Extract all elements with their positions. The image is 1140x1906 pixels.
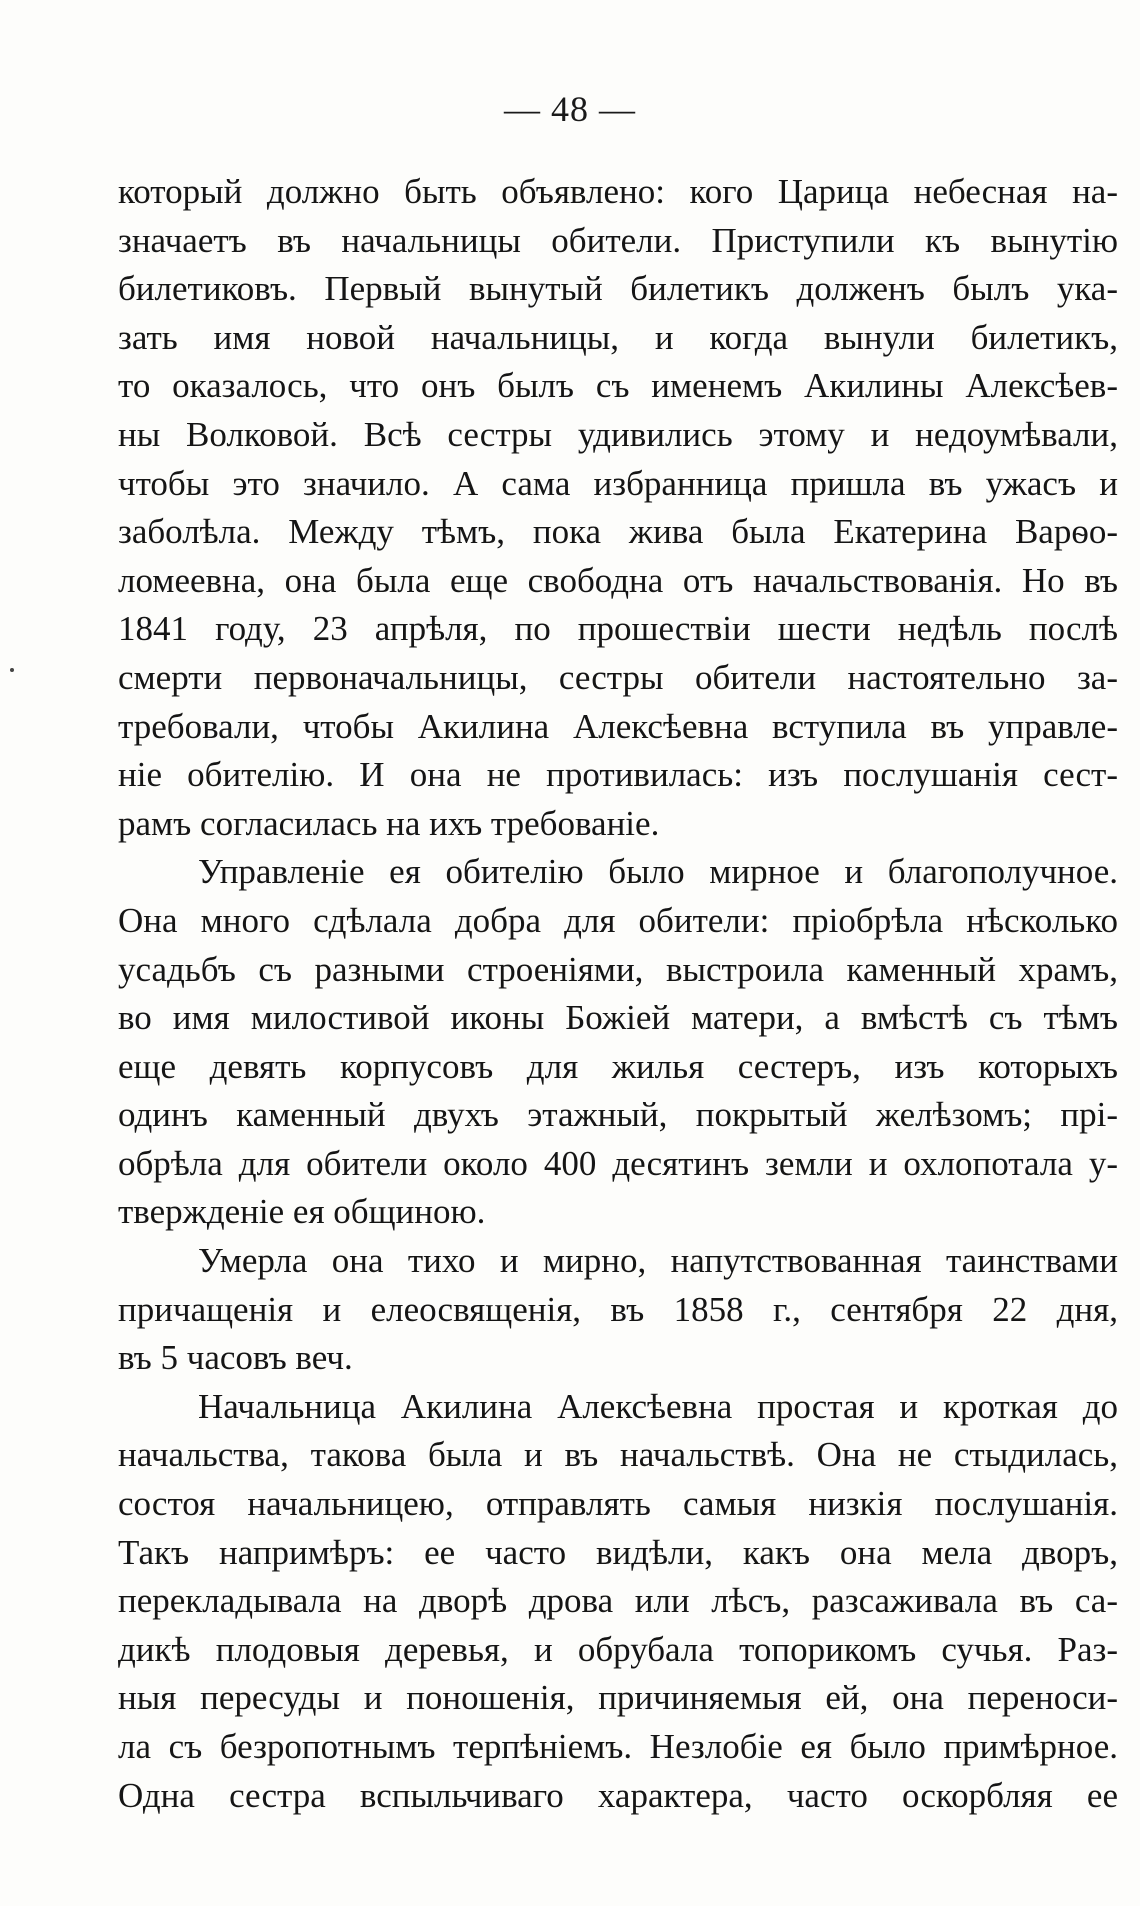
text-line: чтобы это значило. А сама избранница пришла въ ужасъ и xyxy=(118,463,1118,503)
text-line: ла съ безропотнымъ терпѣніемъ. Незлобіе ея было примѣрное. xyxy=(118,1727,1118,1766)
text-line: начальства, такова была и въ начальствѣ. Она не стыдилась, xyxy=(118,1435,1118,1475)
text-line: то оказалось, что онъ былъ съ именемъ Акилины Алексѣев- xyxy=(118,366,1118,406)
paragraph-end-line: въ 5 часовъ веч. xyxy=(118,1338,353,1378)
paragraph-start-line: Начальница Акилина Алексѣевна простая и кроткая до xyxy=(198,1386,1118,1426)
text-line: обрѣла для обители около 400 десятинъ земли и охлопотала у- xyxy=(118,1143,1118,1183)
text-line: требовали, чтобы Акилина Алексѣевна вступила въ управле- xyxy=(118,706,1118,746)
text-line: значаетъ въ начальницы обители. Приступили къ вынутію xyxy=(118,220,1118,260)
text-line: дикѣ плодовыя деревья, и обрубала топорикомъ сучья. Раз- xyxy=(118,1629,1118,1669)
text-line: 1841 году, 23 апрѣля, по прошествіи шести недѣль послѣ xyxy=(118,609,1118,649)
text-line: Одна сестра вспыльчиваго характера, часто оскорбляя ее xyxy=(118,1775,1118,1815)
paragraph-end-line: твержденіе ея общиною. xyxy=(118,1192,486,1232)
text-line: билетиковъ. Первый вынутый билетикъ долженъ былъ ука- xyxy=(118,269,1118,309)
text-line: смерти первоначальницы, сестры обители настоятельно за- xyxy=(118,657,1118,697)
paragraph-start-line: Управленіе ея обителію было мирное и благополучное. xyxy=(198,852,1118,892)
text-line: Она много сдѣлала добра для обители: пріобрѣла нѣсколько xyxy=(118,900,1118,940)
margin-speck xyxy=(10,668,14,672)
text-line: ніе обителію. И она не противилась: изъ послушанія сест- xyxy=(118,755,1118,795)
text-line: ломеевна, она была еще свободна отъ начальствованія. Но въ xyxy=(118,560,1118,600)
text-line: Такъ напримѣръ: ее часто видѣли, какъ она мела дворъ, xyxy=(118,1532,1118,1572)
text-line: ныя пересуды и поношенія, причиняемыя ей, она переноси- xyxy=(118,1678,1118,1718)
text-line: одинъ каменный двухъ этажный, покрытый желѣзомъ; прі- xyxy=(118,1095,1118,1135)
text-line: который должно быть объявлено: кого Царица небесная на- xyxy=(118,172,1118,211)
body-text xyxy=(118,168,1118,1820)
text-line: усадьбъ съ разными строеніями, выстроила каменный храмъ, xyxy=(118,949,1118,989)
text-line: зать имя новой начальницы, и когда вынули билетикъ, xyxy=(118,317,1118,357)
text-line: состоя начальницею, отправлять самыя низкія послушанія. xyxy=(118,1484,1118,1524)
text-line: перекладывала на дворѣ дрова или лѣсъ, разсаживала въ са- xyxy=(118,1581,1118,1621)
text-line: во имя милостивой иконы Божіей матери, а вмѣстѣ съ тѣмъ xyxy=(118,998,1118,1038)
paragraph-end-line: рамъ согласилась на ихъ требованіе. xyxy=(118,803,660,843)
text-line: ны Волковой. Всѣ сестры удивились этому и недоумѣвали, xyxy=(118,414,1118,454)
page-number: — 48 — xyxy=(504,89,636,129)
text-line: еще девять корпусовъ для жилья сестеръ, изъ которыхъ xyxy=(118,1046,1118,1086)
text-line: причащенія и елеосвященія, въ 1858 г., сентября 22 дня, xyxy=(118,1289,1118,1329)
paragraph-start-line: Умерла она тихо и мирно, напутствованная таинствами xyxy=(198,1241,1118,1281)
text-line: заболѣла. Между тѣмъ, пока жива была Екатерина Варѳо- xyxy=(118,512,1118,552)
